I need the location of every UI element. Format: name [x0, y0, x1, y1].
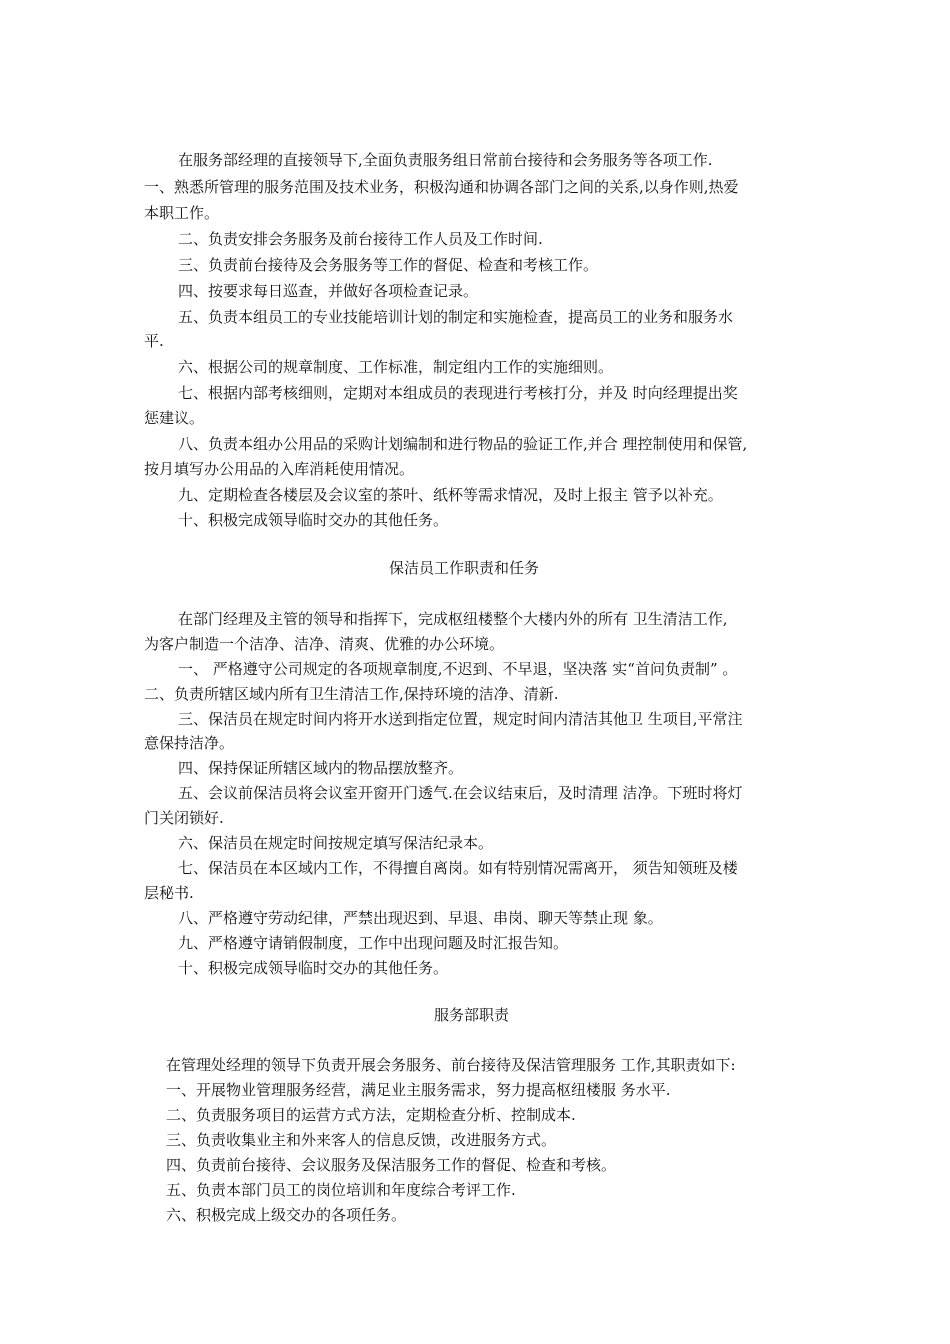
section2-line: 门关闭锁好. [144, 809, 224, 827]
section3-line: 二、负责服务项目的运营方式方法，定期检查分析、控制成本. [166, 1106, 576, 1124]
section1-line: 五、负责本组员工的专业技能培训计划的制定和实施检查，提高员工的业务和服务水 [178, 308, 734, 326]
section1-line: 三、负责前台接待及会务服务等工作的督促、检查和考核工作。 [178, 256, 599, 274]
section3-line: 五、负责本部门员工的岗位培训和年度综合考评工作. [166, 1181, 516, 1199]
section1-line: 二、负责安排会务服务及前台接待工作人员及工作时间. [178, 230, 543, 248]
section2-line: 七、保洁员在本区域内工作，不得擅自离岗。如有特别情况需离开， 须告知领班及楼 [178, 859, 738, 877]
section2-line: 层秘书. [144, 884, 194, 902]
section1-intro: 在服务部经理的直接领导下,全面负责服务组日常前台接待和会务服务等各项工作. [178, 151, 713, 169]
section2-line: 八、严格遵守劳动纪律，严禁出现迟到、早退、串岗、聊天等禁止现 象。 [178, 909, 663, 927]
section1-line: 八、负责本组办公用品的采购计划编制和进行物品的验证工作,并合 理控制使用和保管, [178, 435, 748, 453]
section2-line: 四、保持保证所辖区域内的物品摆放整齐。 [178, 759, 464, 777]
section1-line: 六、根据公司的规章制度、工作标准，制定组内工作的实施细则。 [178, 358, 614, 376]
section2-line: 三、保洁员在规定时间内将开水送到指定位置，规定时间内清洁其他卫 生项目,平常注 [178, 710, 743, 728]
section3-line: 一、开展物业管理服务经营，满足业主服务需求，努力提高枢纽楼服 务水平. [166, 1081, 671, 1099]
section2-line: 十、积极完成领导临时交办的其他任务。 [178, 959, 449, 977]
section2-line: 为客户制造一个洁净、洁净、清爽、优雅的办公环境。 [144, 635, 505, 653]
section1-line: 按月填写办公用品的入库消耗使用情况。 [144, 460, 415, 478]
section2-line: 一、 严格遵守公司规定的各项规章制度,不迟到、不早退，坚决落 实“首问负责制” 。 [178, 660, 738, 678]
section1-line: 四、按要求每日巡查，并做好各项检查记录。 [178, 282, 479, 300]
section3-line: 在管理处经理的领导下负责开展会务服务、前台接待及保洁管理服务 工作,其职责如下: [166, 1056, 736, 1074]
section1-line: 本职工作。 [144, 204, 220, 222]
section2-line: 九、严格遵守请销假制度，工作中出现问题及时汇报告知。 [178, 934, 569, 952]
section3-line: 四、负责前台接待、会议服务及保洁服务工作的督促、检查和考核。 [166, 1156, 617, 1174]
section3-line: 六、积极完成上级交办的各项任务。 [166, 1206, 407, 1224]
section2-line: 五、会议前保洁员将会议室开窗开门透气.在会议结束后，及时清理 洁净。下班时将灯 [178, 784, 743, 802]
section3-line: 三、负责收集业主和外来客人的信息反馈，改进服务方式。 [166, 1131, 557, 1149]
section1-line: 七、根据内部考核细则，定期对本组成员的表现进行考核打分，并及 时向经理提出奖 [178, 384, 738, 402]
section1-line: 十、积极完成领导临时交办的其他任务。 [178, 511, 449, 529]
section1-line: 惩建议。 [144, 409, 205, 427]
section1-line: 平. [144, 332, 164, 350]
section2-line: 在部门经理及主管的领导和指挥下，完成枢纽楼整个大楼内外的所有 卫生清洁工作, [178, 610, 728, 628]
section1-line: 九、定期检查各楼层及会议室的茶叶、纸杯等需求情况，及时上报主 管予以补充。 [178, 486, 723, 504]
section2-title: 保洁员工作职责和任务 [389, 559, 540, 577]
section1-line: 一、熟悉所管理的服务范围及技术业务，积极沟通和协调各部门之间的关系,以身作则,热爱 [144, 178, 739, 196]
section2-line: 意保持洁净。 [144, 734, 235, 752]
section3-title: 服务部职责 [434, 1006, 510, 1024]
section2-line: 六、保洁员在规定时间按规定填写保洁纪录本。 [178, 834, 494, 852]
section2-line: 二、负责所辖区域内所有卫生清洁工作,保持环境的洁净、清新. [144, 685, 559, 703]
